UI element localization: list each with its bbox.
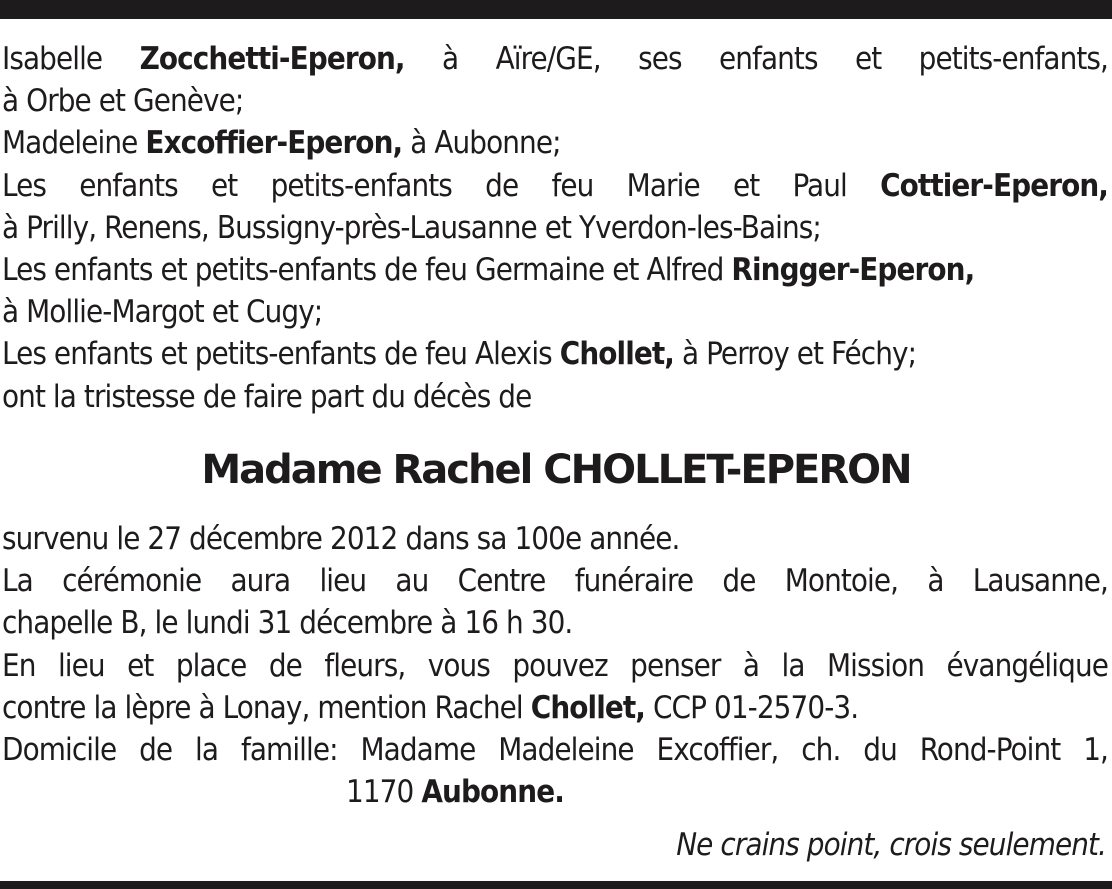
text: En lieu et place de fleurs, vous pouvez penser à la Mission évangélique (2, 647, 1108, 684)
text: 1170 (346, 774, 422, 811)
text: ont la tristesse de faire part du décès de (2, 378, 532, 415)
text: Les enfants et petits-enfants de feu Alexis (2, 336, 560, 373)
announcement-line (2, 249, 1108, 291)
announcement-line (2, 207, 1108, 249)
announcement-line (2, 80, 1108, 122)
family-name: Chollet, (559, 336, 675, 373)
town-name: Aubonne. (421, 774, 564, 811)
text: chapelle B, le lundi 31 décembre à 16 h 30. (2, 605, 573, 642)
bottom-rule (0, 881, 1112, 889)
text: Les enfants et petits-enfants de feu Germaine et Alfred (2, 251, 732, 288)
text: à Prilly, Renens, Bussigny-près-Lausanne et Yverdon-les-Bains; (2, 209, 821, 246)
announcement-line (2, 333, 1108, 375)
family-name: Zocchetti-Eperon, (139, 41, 405, 77)
text: survenu le 27 décembre 2012 dans sa 100e année. (2, 521, 680, 557)
announcement-line (2, 291, 1108, 333)
details-line (2, 687, 1108, 729)
details-line (2, 560, 1108, 602)
details-line (2, 602, 1108, 644)
text: Les enfants et petits-enfants de feu Marie et Paul (2, 167, 881, 204)
announcement-line (2, 38, 1108, 80)
text: à Aubonne; (402, 125, 561, 162)
announcement-line (2, 165, 1108, 207)
announcement-line (2, 376, 1108, 418)
details-line (2, 645, 1108, 687)
closing-motto: Ne crains point, crois seulement. (676, 827, 1106, 863)
text: à Orbe et Genève; (2, 83, 244, 120)
text: Domicile de la famille: Madame Madeleine Excoffier, ch. du Rond-Point 1, (2, 731, 1108, 768)
top-rule (0, 0, 1112, 19)
text: Madeleine (2, 125, 146, 162)
text: Isabelle (2, 41, 140, 77)
deceased-name: Madame Rachel CHOLLET-EPERON (201, 447, 911, 493)
family-name: Excoffier-Eperon, (145, 125, 403, 162)
ceremony-details (2, 518, 1108, 813)
text: à Mollie-Margot et Cugy; (2, 294, 323, 331)
family-name: Chollet, (530, 689, 645, 726)
details-line (2, 729, 1108, 771)
family-name: Ringger-Eperon, (731, 251, 975, 288)
text: La cérémonie aura lieu au Centre funéraire de Montoie, à Lausanne, (2, 563, 1108, 600)
announcement-line (2, 122, 1108, 164)
text: à Aïre/GE, ses enfants et petits-enfants, (404, 41, 1108, 77)
text: contre la lèpre à Lonay, mention Rachel (2, 689, 531, 726)
text: à Perroy et Féchy; (674, 336, 917, 373)
details-line (2, 771, 1108, 813)
details-line (2, 518, 1108, 560)
family-name: Cottier-Eperon, (880, 167, 1108, 204)
family-announcement (2, 38, 1108, 418)
text: CCP 01-2570-3. (645, 689, 859, 726)
